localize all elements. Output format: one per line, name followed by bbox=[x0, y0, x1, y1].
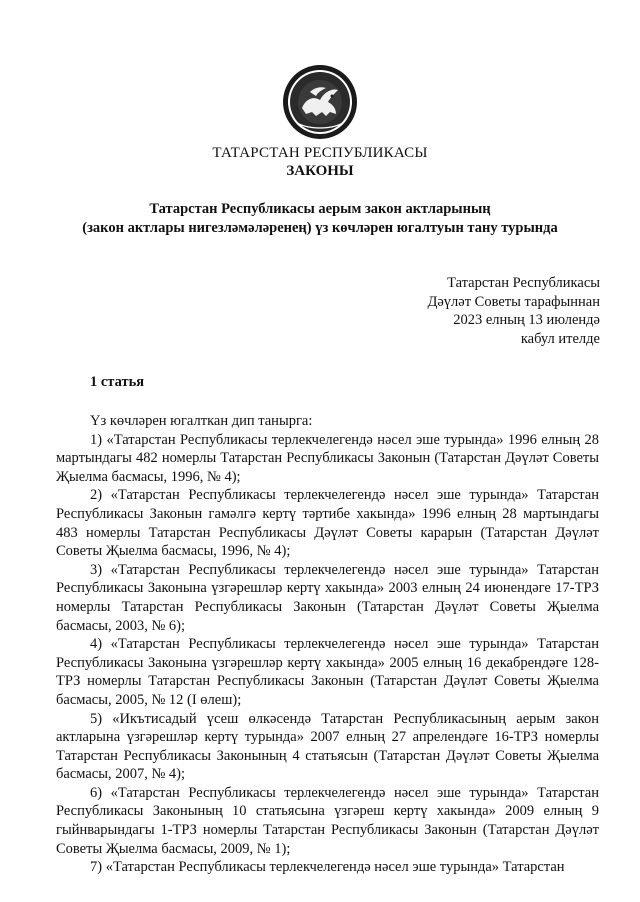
adoption-line: кабул ителде bbox=[520, 330, 600, 347]
adoption-line: Татарстан Республикасы bbox=[447, 275, 600, 291]
article-heading: 1 статья bbox=[90, 374, 145, 390]
list-item: 5) «Икътисадый үсеш өлкәсендә Татарстан Республикасының аерым закон актларына үзгәрешләр кертү турында» 2007 елның 27 апрелендәге 16-ТРЗ номерлы Татарстан Республикасы Законының 4 статьясын (Татарстан Дәүләт Советы Җыелма басмасы, 2007, № 4); bbox=[56, 710, 599, 783]
law-title bbox=[60, 200, 580, 238]
adoption-line: Дәүләт Советы тарафыннан bbox=[427, 293, 600, 310]
list-item: 1) «Татарстан Республикасы терлекчелегендә нәсел эше турында» 1996 елның 28 мартындагы 482 номерлы Татарстан Республикасы Законын (Татарстан Дәүләт Советы Җыелма басмасы, 1996, № 4); bbox=[56, 431, 599, 485]
list-item: 4) «Татарстан Республикасы терлекчелегендә нәсел эше турында» Татарстан Республикасы Законына үзгәрешләр кертү хакында» 2005 елның 16 декабрендәге 128-ТРЗ номерлы Татарстан Республикасы Законын (Татарстан Дәүләт Советы Җыелма басмасы, 2005, № 12 (I өлеш); bbox=[56, 636, 599, 708]
document-type-heading: ЗАКОНЫ bbox=[286, 163, 354, 179]
adoption-block bbox=[340, 274, 600, 348]
list-item: 6) «Татарстан Республикасы терлекчелегендә нәсел эше турында» Татарстан Республикасы Законының 10 статьясына үзгәреш кертү хакында» 2009 елның 9 гыйнварындагы 1-ТРЗ номерлы Татарстан Республикасы Законын (Татарстан Дәүләт Советы Җыелма басмасы, 2009, № 1); bbox=[56, 784, 599, 857]
tatarstan-coat-of-arms-icon bbox=[280, 62, 360, 142]
list-item: 2) «Татарстан Республикасы терлекчелегендә нәсел эше турында» Татарстан Республикасы Законын гамәлгә кертү тәртибе хакында» 1996 елның 28 мартындагы 483 номерлы Татарстан Республикасы Дәүләт Советы карарын (Татарстан Дәүләт Советы Җыелма басмасы, 1996, № 4); bbox=[56, 487, 599, 560]
law-title-line: Татарстан Республикасы аерым закон актларының bbox=[149, 201, 491, 217]
list-item: 7) «Татарстан Республикасы терлекчелегендә нәсел эше турында» Татарстан bbox=[90, 859, 565, 876]
list-item: 3) «Татарстан Республикасы терлекчелегендә нәсел эше турында» Татарстан Республикасы Законына үзгәрешләр кертү хакында» 2003 елның 24 июнендәге 17-ТРЗ номерлы Татарстан Республикасы Законын (Татарстан Дәүләт Советы Җыелма басмасы, 2003, № 6); bbox=[56, 561, 599, 634]
article-body bbox=[56, 412, 599, 877]
republic-heading: ТАТАРСТАН РЕСПУБЛИКАСЫ bbox=[212, 145, 428, 161]
adoption-line: 2023 елның 13 июлендә bbox=[453, 312, 600, 328]
article-lead: Үз көчләрен югалткан дип танырга: bbox=[90, 413, 313, 429]
law-title-line: (закон актлары нигезләмәләренең) үз көчләрен югалтуын тану турында bbox=[82, 220, 558, 236]
